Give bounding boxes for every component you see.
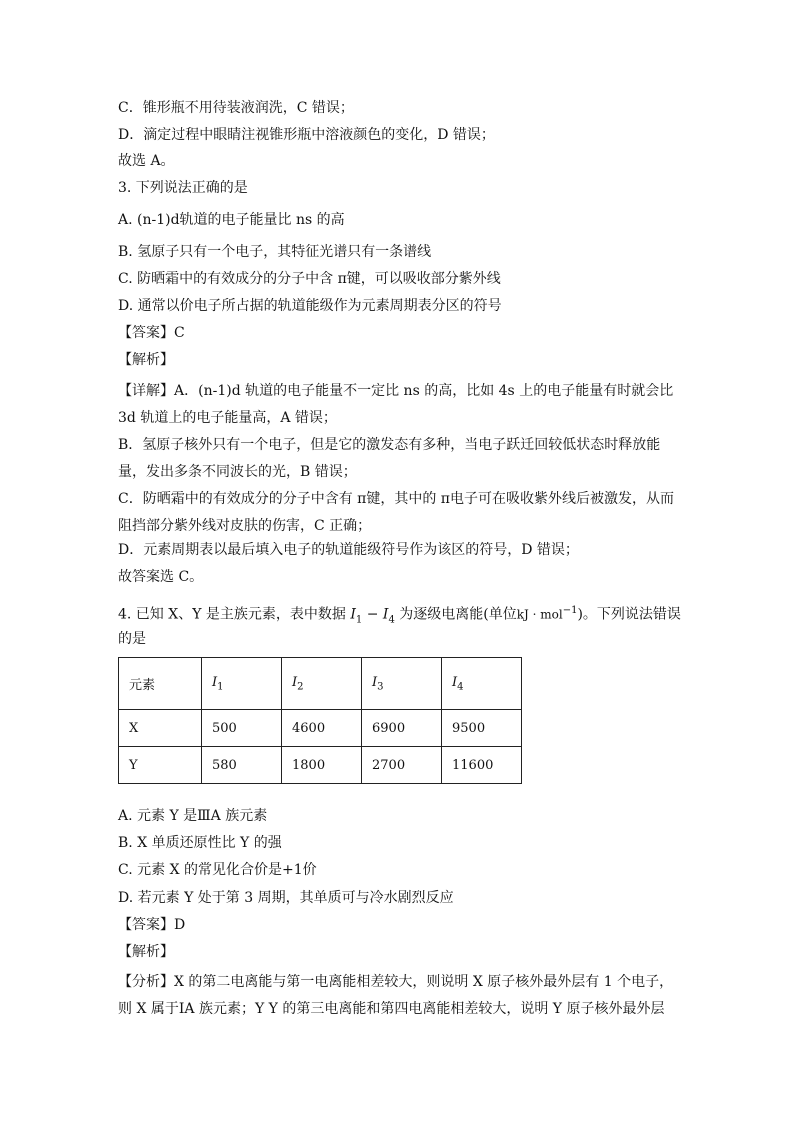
q4-stem bbox=[118, 601, 681, 630]
q4-option-a: A. 元素 Y 是ⅢA 族元素 bbox=[118, 808, 268, 824]
q4-stem-symbol-end: I bbox=[382, 606, 389, 623]
q4-stem-unit-exp: −1 bbox=[562, 605, 578, 616]
q4-stem-sub-end: 4 bbox=[388, 614, 395, 626]
q3-option-d: D. 通常以价电子所占据的轨道能级作为元素周期表分区的符号 bbox=[118, 298, 502, 314]
header-i1-symbol: I bbox=[212, 674, 218, 690]
header-element: 元素 bbox=[119, 658, 202, 710]
q3-option-a bbox=[118, 210, 345, 230]
header-i3-symbol: I bbox=[372, 674, 378, 690]
header-i1-sub: 1 bbox=[217, 681, 224, 693]
header-i4-sub: 4 bbox=[457, 681, 464, 693]
header-i4-symbol: I bbox=[452, 674, 458, 690]
header-i2-symbol: I bbox=[292, 674, 298, 690]
row-x-i4: 9500 bbox=[442, 710, 522, 747]
q3-option-a-prefix: A. bbox=[118, 212, 138, 228]
header-i2 bbox=[282, 658, 362, 710]
prev-conclusion: 故选 A。 bbox=[118, 153, 175, 169]
q4-option-b: B. X 单质还原性比 Y 的强 bbox=[118, 835, 282, 851]
row-y-i4: 11600 bbox=[442, 747, 522, 784]
q4-analysis-heading: 【解析】 bbox=[118, 944, 174, 960]
q3-detail-c: C．防晒霜中的有效成分的分子中含有 π键，其中的 π电子可在吸收紫外线后被激发，从而阻挡部分紫外线对皮肤的伤害，C 正确； bbox=[118, 491, 675, 534]
header-i2-sub: 2 bbox=[297, 681, 304, 693]
ionization-energy-table bbox=[118, 657, 522, 784]
q3-analysis-heading: 【解析】 bbox=[118, 352, 174, 368]
row-x-i3: 6900 bbox=[362, 710, 442, 747]
table-header-row bbox=[119, 658, 522, 710]
header-i3-sub: 3 bbox=[377, 681, 384, 693]
row-y-i2: 1800 bbox=[282, 747, 362, 784]
row-x-element: X bbox=[119, 710, 202, 747]
q4-stem-unit: kJ · mol bbox=[516, 607, 563, 622]
row-y-i1: 580 bbox=[202, 747, 282, 784]
q4-stem-part3: )。下列说法错误 bbox=[577, 606, 681, 623]
q4-stem-part2: 为逐级电离能(单位 bbox=[399, 606, 517, 623]
q4-option-d: D. 若元素 Y 处于第 3 周期，其单质可与冷水剧烈反应 bbox=[118, 890, 454, 906]
q4-analysis: 【分析】X 的第二电离能与第一电离能相差较大，则说明 X 原子核外最外层有 1 个电子，则 X 属于ⅠA 族元素；Y Y 的第三电离能和第四电离能相差较大，说明 Y 原子核外最外层 bbox=[118, 974, 674, 1017]
q4-answer: 【答案】D bbox=[118, 917, 186, 933]
row-y-i3: 2700 bbox=[362, 747, 442, 784]
header-i3 bbox=[362, 658, 442, 710]
row-x-i2: 4600 bbox=[282, 710, 362, 747]
q3-option-c: C. 防晒霜中的有效成分的分子中含 π键，可以吸收部分紫外线 bbox=[118, 271, 501, 287]
q3-option-b: B. 氢原子只有一个电子，其特征光谱只有一条谱线 bbox=[118, 244, 432, 260]
table-row bbox=[119, 747, 522, 784]
q3-detail-b: B．氢原子核外只有一个电子，但是它的激发态有多种，当电子跃迁回较低状态时释放能量，发出多条不同波长的光，B 错误； bbox=[118, 437, 661, 480]
q3-detail-a: 【详解】A．(n-1)d 轨道的电子能量不一定比 ns 的高，比如 4s 上的电子能量有时就会比 3d 轨道上的电子能量高，A 错误； bbox=[118, 383, 674, 426]
q4-option-c: C. 元素 X 的常见化合价是+1价 bbox=[118, 862, 317, 878]
q3-stem: 3. 下列说法正确的是 bbox=[118, 180, 248, 196]
table-row bbox=[119, 710, 522, 747]
q4-stem-line2: 的是 bbox=[118, 631, 146, 647]
prev-option-d-explanation: D．滴定过程中眼睛注视锥形瓶中溶液颜色的变化，D 错误； bbox=[118, 127, 495, 143]
q3-option-a-formula: (n-1) bbox=[137, 212, 171, 228]
q4-stem-part1: 4. 已知 X、Y 是主族元素，表中数据 bbox=[118, 606, 346, 623]
prev-option-c-explanation: C．锥形瓶不用待装液润洗，C 错误； bbox=[118, 100, 354, 116]
row-y-element: Y bbox=[119, 747, 202, 784]
q3-conclusion: 故答案选 C。 bbox=[118, 569, 204, 585]
q3-answer: 【答案】C bbox=[118, 325, 185, 341]
q4-stem-symbol-start: I bbox=[350, 606, 356, 623]
q3-option-a-rest: d轨道的电子能量比 ns 的高 bbox=[170, 212, 345, 228]
q4-stem-sub-start: 1 bbox=[355, 614, 363, 626]
header-i1 bbox=[202, 658, 282, 710]
q4-stem-dash: − bbox=[362, 606, 383, 623]
row-x-i1: 500 bbox=[202, 710, 282, 747]
header-i4 bbox=[442, 658, 522, 710]
q3-detail-d: D．元素周期表以最后填入电子的轨道能级符号作为该区的符号，D 错误； bbox=[118, 542, 579, 558]
